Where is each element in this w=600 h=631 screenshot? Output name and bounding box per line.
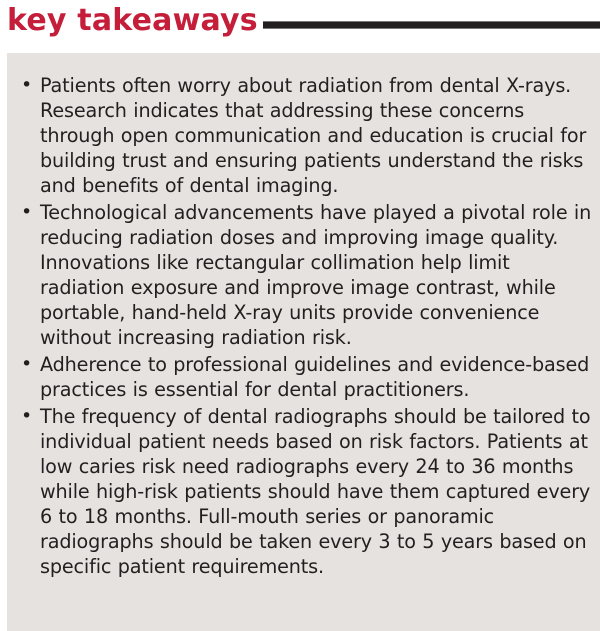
takeaway-item-3 — [18, 352, 598, 402]
bullet-icon: • — [21, 201, 33, 223]
takeaway-item-1 — [18, 73, 598, 198]
takeaway-text: The frequency of dental radiographs should be tailored to individual patient needs based on risk factors. Patients at low caries risk need radiographs every 24 to 36 months while high-risk patients should have them captured every 6 to 18 months. Full-mouth series or panoramic radiographs should be taken every 3 to 5 years based on specific patient requirements. — [40, 405, 591, 578]
takeaway-text: Patients often worry about radiation from dental X-rays. Research indicates that addressing these concerns through open communication and education is crucial for building trust and ensuring patients understand the risks and benefits of dental imaging. — [40, 74, 587, 197]
takeaway-item-4 — [18, 404, 598, 579]
bullet-icon: • — [21, 74, 33, 96]
section-title: key takeaways — [7, 3, 258, 38]
takeaways-list — [18, 73, 598, 581]
takeaways-box — [7, 53, 600, 631]
takeaway-text: Adherence to professional guidelines and evidence-based practices is essential for dental practitioners. — [40, 353, 590, 401]
title-rule-divider — [263, 21, 600, 29]
takeaway-text: Technological advancements have played a pivotal role in reducing radiation doses and improving image quality. Innovations like rectangular collimation help limit radiation exposure and improve image contrast, while portable, hand-held X-ray units provide convenience without increasing radiation risk. — [40, 201, 592, 349]
bullet-icon: • — [21, 405, 33, 427]
title-row — [0, 0, 600, 48]
bullet-icon: • — [21, 353, 33, 375]
takeaway-item-2 — [18, 200, 598, 350]
